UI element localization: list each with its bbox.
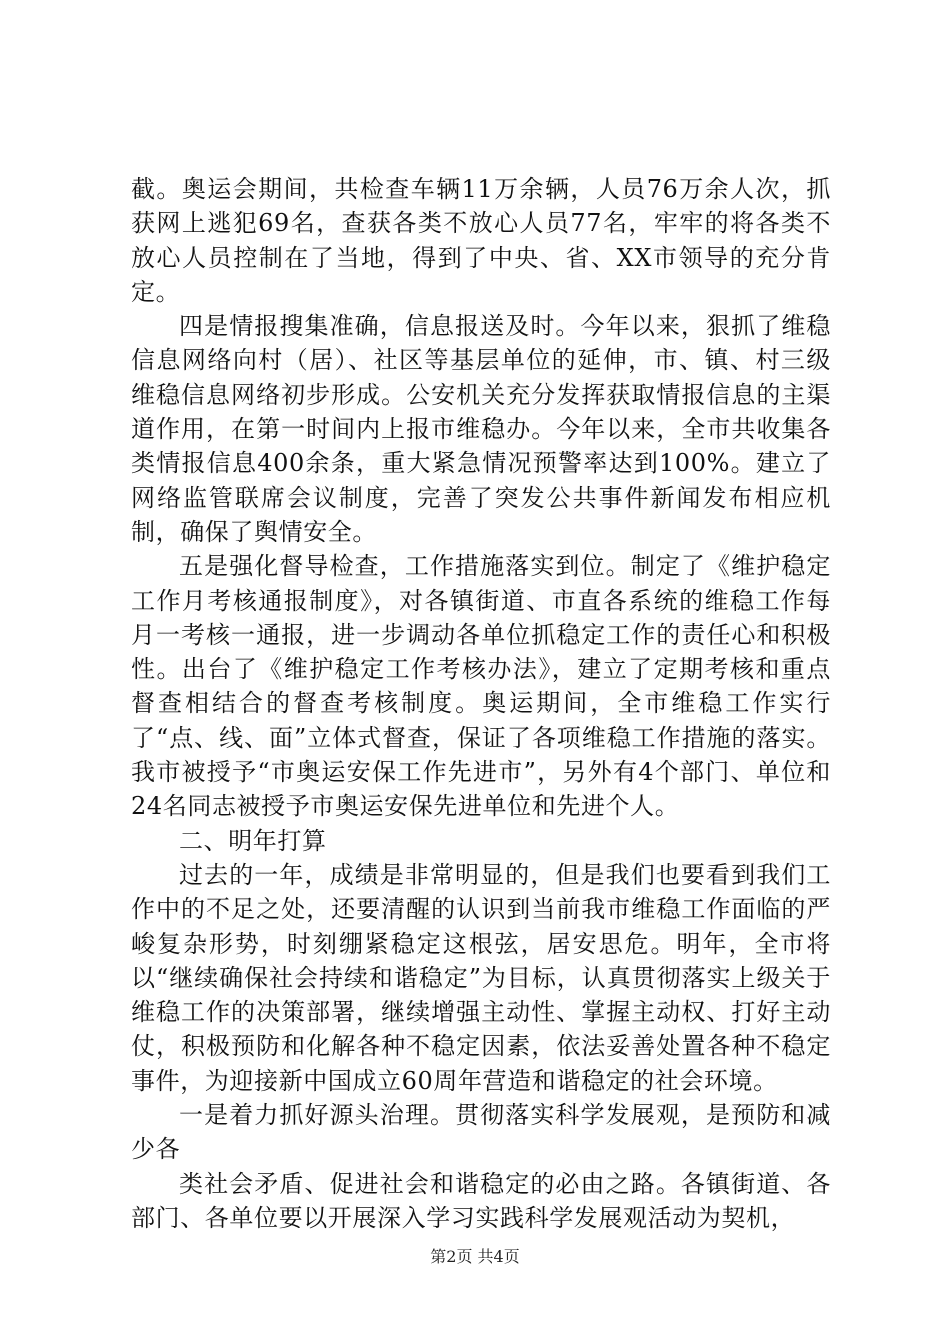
paragraph-1: 截。奥运会期间，共检查车辆11万余辆，人员76万余人次，抓获网上逃犯69名，查获各类不放心人员77名，牢牢的将各类不放心人员控制在了当地，得到了中央、省、XX市领导的充分肯定。 <box>131 175 831 306</box>
page-footer: 第2页 共4页 <box>430 1247 520 1266</box>
body-text <box>131 172 831 1235</box>
section-heading: 二、明年打算 <box>179 826 327 855</box>
paragraph-5: 过去的一年，成绩是非常明显的，但是我们也要看到我们工作中的不足之处，还要清醒的认识到当前我市维稳工作面临的严峻复杂形势，时刻绷紧稳定这根弦，居安思危。明年，全市将以“继续确保社会持续和谐稳定”为目标，认真贯彻落实上级关于维稳工作的决策部署，继续增强主动性、掌握主动权、打好主动仗，积极预防和化解各种不稳定因素，依法妥善处置各种不稳定事件，为迎接新中国成立60周年营造和谐稳定的社会环境。 <box>131 860 831 1095</box>
paragraph-7: 类社会矛盾、促进社会和谐稳定的必由之路。各镇街道、各部门、各单位要以开展深入学习实践科学发展观活动为契机， <box>131 1169 831 1232</box>
paragraph-2: 四是情报搜集准确，信息报送及时。今年以来，狠抓了维稳信息网络向村（居）、社区等基层单位的延伸，市、镇、村三级维稳信息网络初步形成。公安机关充分发挥获取情报信息的主渠道作用，在第一时间内上报市维稳办。今年以来，全市共收集各类情报信息400余条，重大紧急情况预警率达到100%。建立了网络监管联席会议制度，完善了突发公共事件新闻发布相应机制，确保了舆情安全。 <box>131 312 831 546</box>
paragraph-3: 五是强化督导检查，工作措施落实到位。制定了《维护稳定工作月考核通报制度》，对各镇街道、市直各系统的维稳工作每月一考核一通报，进一步调动各单位抓稳定工作的责任心和积极性。出台了《维护稳定工作考核办法》，建立了定期考核和重点督查相结合的督查考核制度。奥运期间，全市维稳工作实行了“点、线、面”立体式督查，保证了各项维稳工作措施的落实。我市被授予“市奥运安保工作先进市”，另外有4个部门、单位和24名同志被授予市奥运安保先进单位和先进个人。 <box>131 552 831 821</box>
paragraph-6: 一是着力抓好源头治理。贯彻落实科学发展观，是预防和减少各 <box>131 1101 831 1164</box>
